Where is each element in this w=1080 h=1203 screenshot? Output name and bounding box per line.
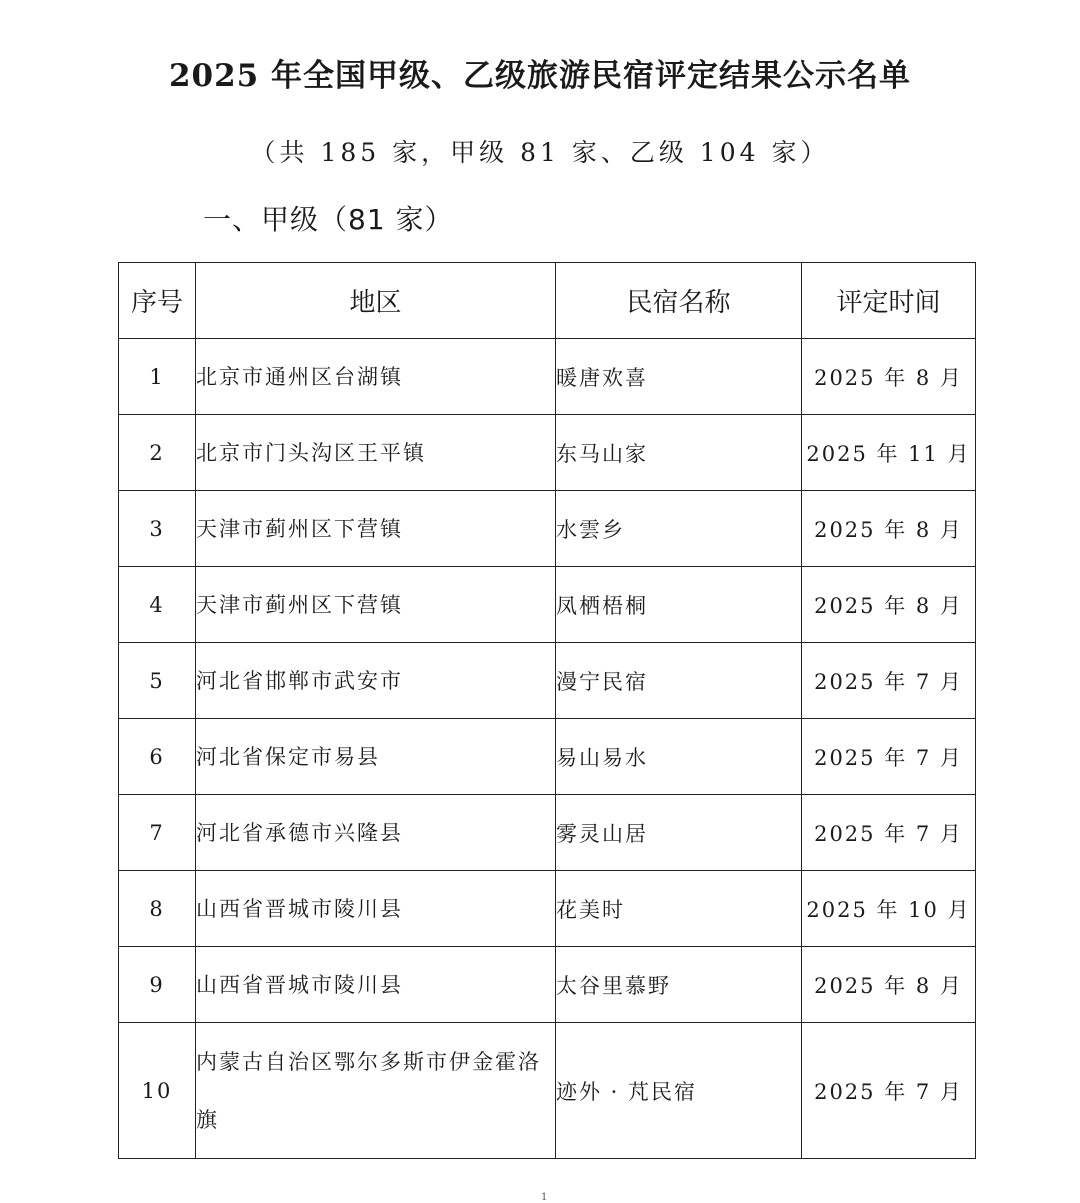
row-number: 4 [119,567,196,643]
row-rating-date: 2025 年 7 月 [802,719,976,795]
row-homestay-name: 暖唐欢喜 [556,339,802,415]
row-homestay-name: 东马山家 [556,415,802,491]
row-number: 9 [119,947,196,1023]
row-rating-date: 2025 年 7 月 [802,1023,976,1159]
row-rating-date: 2025 年 7 月 [802,795,976,871]
row-homestay-name: 水雲乡 [556,491,802,567]
table-row [119,339,976,415]
header-date: 评定时间 [802,263,976,339]
header-region: 地区 [196,263,556,339]
row-number: 8 [119,871,196,947]
row-rating-date: 2025 年 8 月 [802,947,976,1023]
row-region: 内蒙古自治区鄂尔多斯市伊金霍洛旗 [196,1023,556,1159]
table-header-row [119,263,976,339]
row-region: 河北省保定市易县 [196,719,556,795]
row-homestay-name: 易山易水 [556,719,802,795]
row-number: 2 [119,415,196,491]
document-subtitle: （共 185 家，甲级 81 家、乙级 104 家） [250,138,830,167]
row-homestay-name: 花美时 [556,871,802,947]
row-region: 山西省晋城市陵川县 [196,871,556,947]
row-homestay-name: 迹外 · 芃民宿 [556,1023,802,1159]
document-title: 2025 年全国甲级、乙级旅游民宿评定结果公示名单 [168,58,912,94]
row-region: 河北省邯郸市武安市 [196,643,556,719]
table-row [119,947,976,1023]
row-homestay-name: 凤栖梧桐 [556,567,802,643]
row-homestay-name: 太谷里慕野 [556,947,802,1023]
section-heading: 一、甲级（81 家） [203,203,454,236]
row-region: 北京市门头沟区王平镇 [196,415,556,491]
row-region: 天津市蓟州区下营镇 [196,567,556,643]
header-no: 序号 [119,263,196,339]
table-row [119,567,976,643]
row-homestay-name: 雾灵山居 [556,795,802,871]
row-region: 天津市蓟州区下营镇 [196,491,556,567]
row-region: 河北省承德市兴隆县 [196,795,556,871]
row-region: 北京市通州区台湖镇 [196,339,556,415]
listing-table [118,262,976,1159]
table-row [119,1023,976,1159]
row-number: 10 [119,1023,196,1159]
table-row [119,491,976,567]
row-rating-date: 2025 年 8 月 [802,339,976,415]
row-number: 1 [119,339,196,415]
row-rating-date: 2025 年 8 月 [802,567,976,643]
row-number: 3 [119,491,196,567]
row-number: 5 [119,643,196,719]
row-rating-date: 2025 年 10 月 [802,871,976,947]
page-number: 1 [541,1192,548,1203]
row-number: 7 [119,795,196,871]
row-number: 6 [119,719,196,795]
table-row [119,415,976,491]
table-row [119,795,976,871]
row-rating-date: 2025 年 11 月 [802,415,976,491]
row-homestay-name: 漫宁民宿 [556,643,802,719]
row-region: 山西省晋城市陵川县 [196,947,556,1023]
header-name: 民宿名称 [556,263,802,339]
row-rating-date: 2025 年 8 月 [802,491,976,567]
table-row [119,871,976,947]
row-rating-date: 2025 年 7 月 [802,643,976,719]
table-row [119,643,976,719]
table-row [119,719,976,795]
